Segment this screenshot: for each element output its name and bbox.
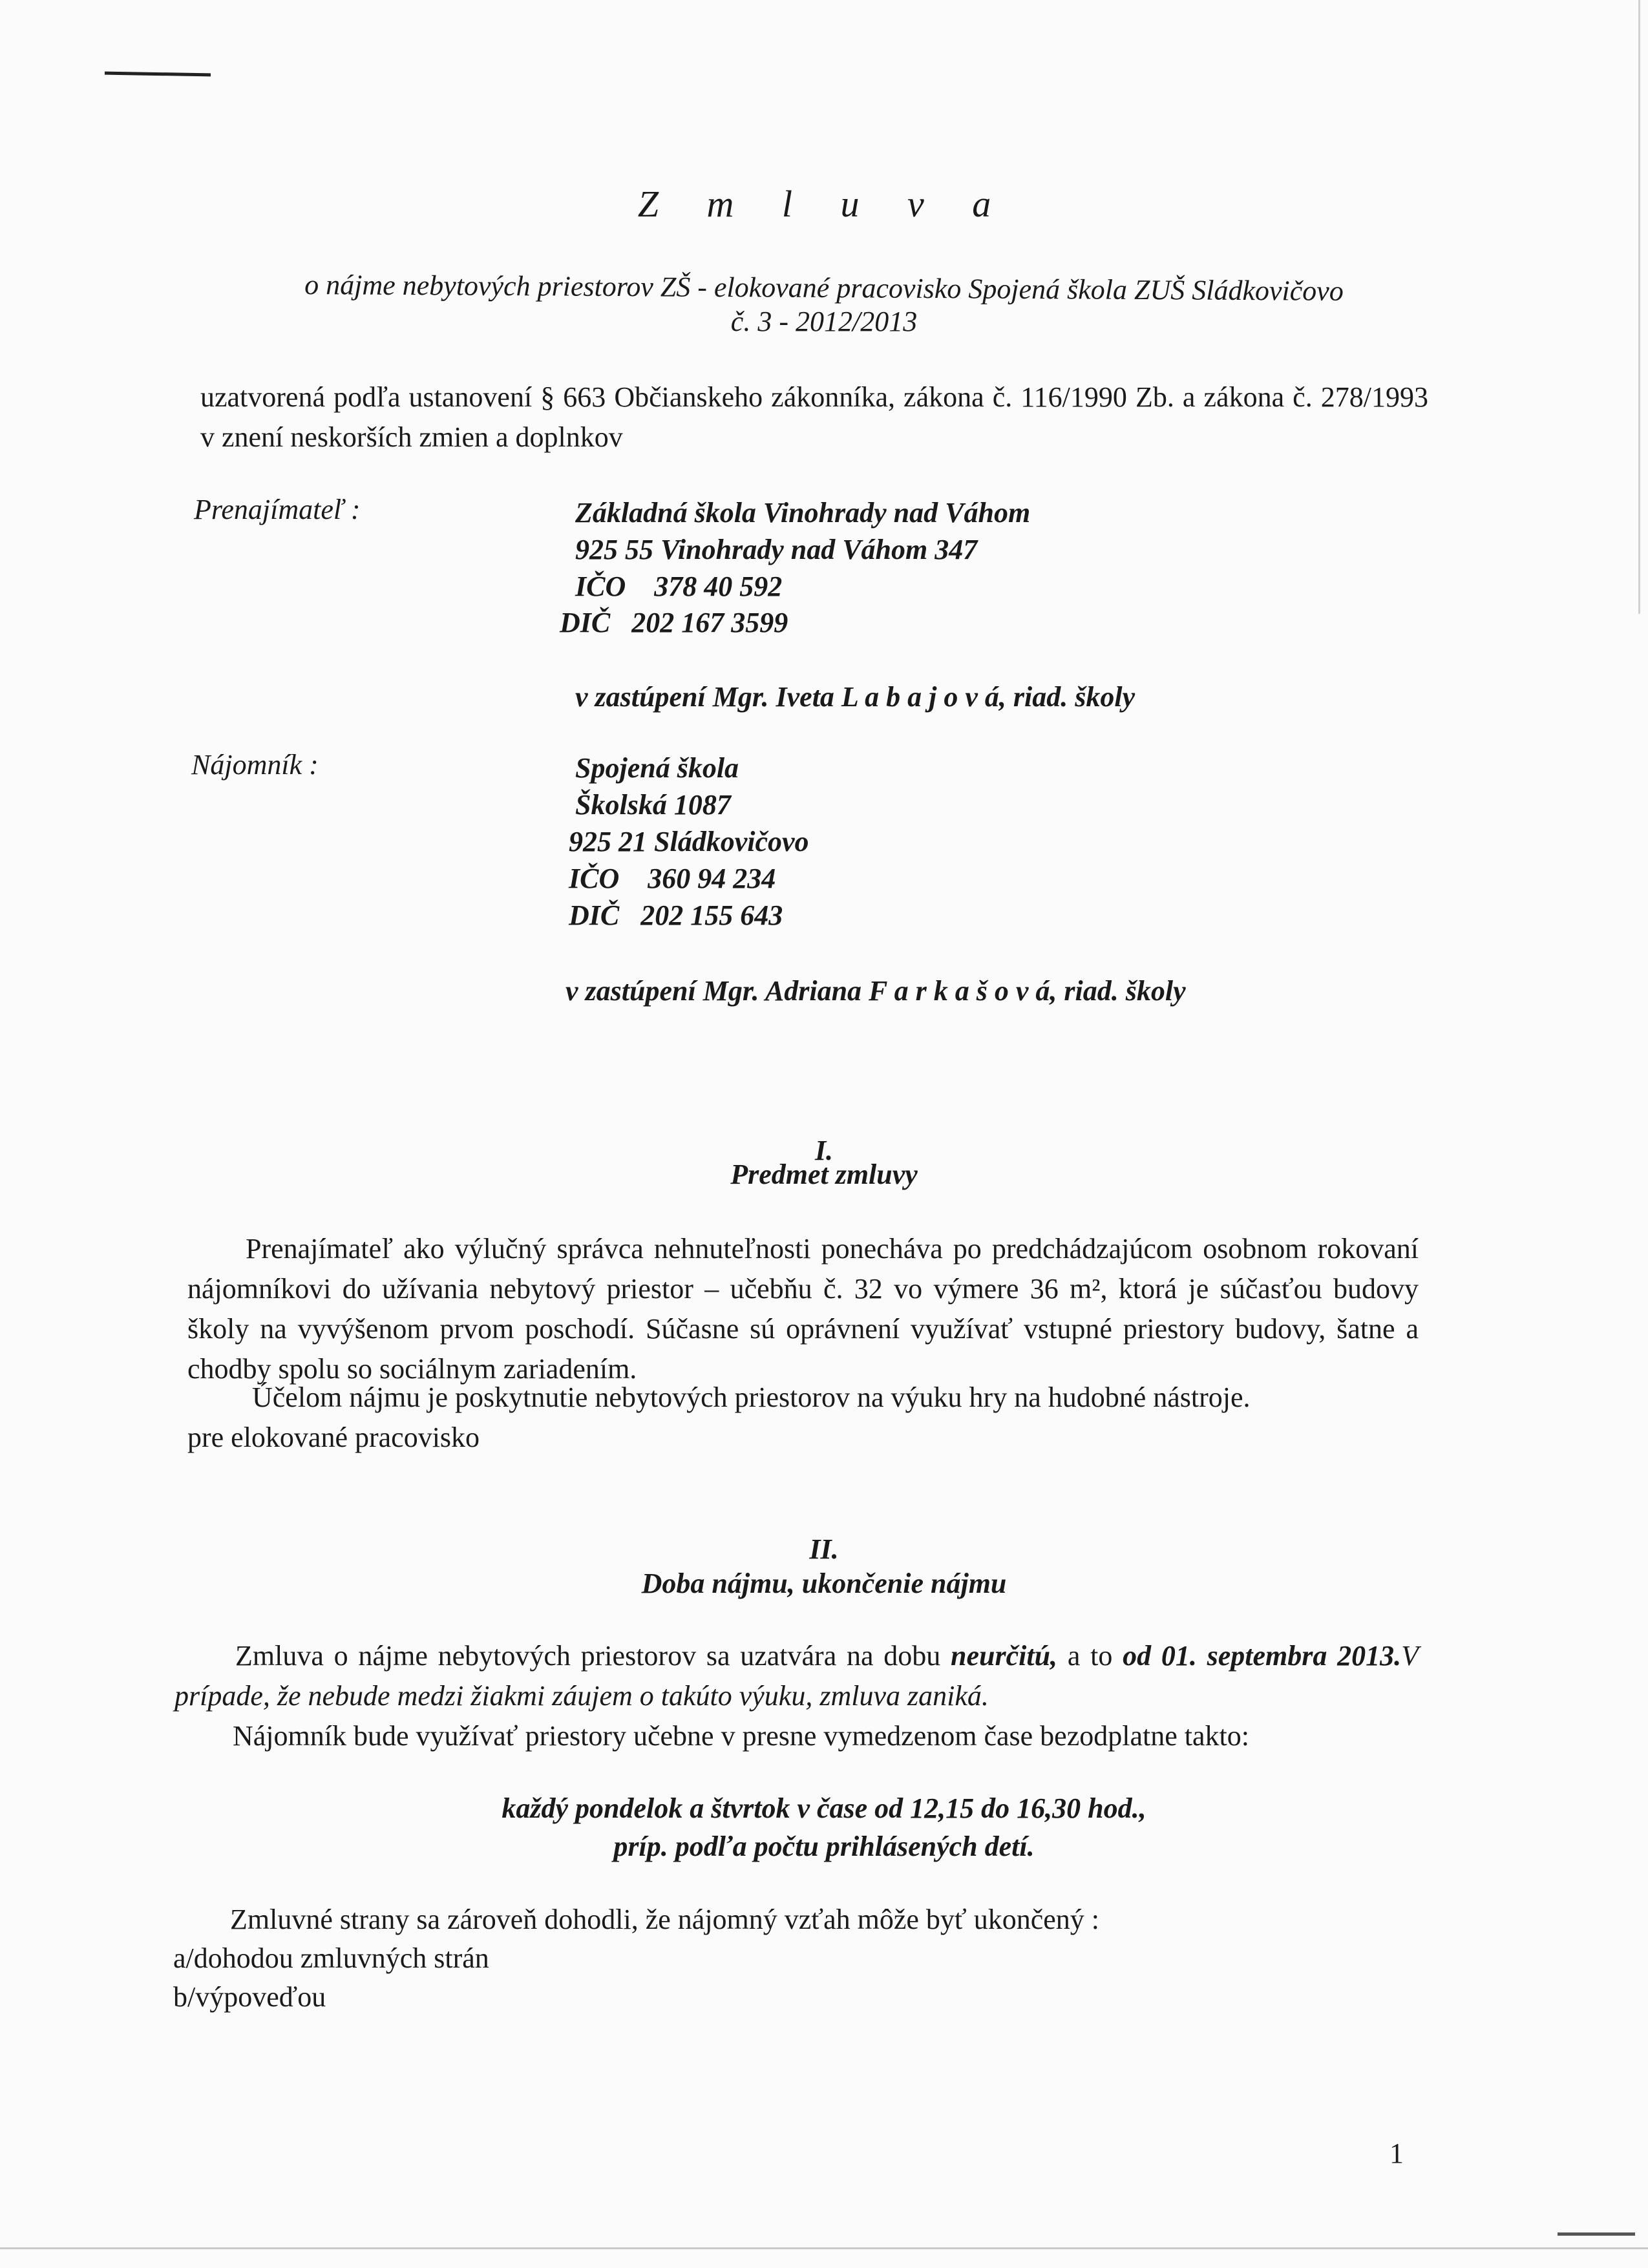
tenant-name: Spojená škola (575, 752, 739, 784)
section-heading: Predmet zmluvy (730, 1159, 918, 1190)
section-paragraph: Nájomník bude využívať priestory učebne v presne vymedzenom čase bezodplatne takto: (233, 1720, 1249, 1752)
section-paragraph: Zmluvné strany sa zároveň dohodli, že nájomný vzťah môže byť ukončený : (230, 1904, 1099, 1935)
text-run: a to (1057, 1640, 1123, 1672)
section-paragraph: Účelom nájmu je poskytnutie nebytových priestorov na výuku hry na hudobné nástroje. (252, 1381, 1251, 1413)
landlord-name: Základná škola Vinohrady nad Váhom (575, 497, 1031, 529)
tenant-street: Školská 1087 (575, 789, 731, 821)
document-title: Z m l u v a (637, 183, 1011, 225)
schedule-line: príp. podľa počtu prihlásených detí. (613, 1831, 1035, 1862)
list-item: a/dohodou zmluvných strán (173, 1942, 489, 1974)
tenant-representative: v zastúpení Mgr. Adriana F a r k a š o v á, riad. školy (565, 975, 1186, 1007)
text-run: Zmluva o nájme nebytových priestorov sa uzatvára na dobu (235, 1640, 951, 1672)
text-run: V prípade, že nebude medzi žiakmi záujem o takúto výuku, zmluva zaniká. (174, 1640, 1419, 1712)
tenant-label: Nájomník : (191, 749, 319, 781)
landlord-dic: DIČ 202 167 3599 (560, 607, 788, 638)
text-run: neurčitú, (951, 1640, 1058, 1672)
scan-mark-bottom (1558, 2232, 1635, 2236)
section-number: I. (814, 1135, 834, 1166)
section-paragraph: Prenajímateľ ako výlučný správca nehnuteľnosti ponecháva po predchádzajúcom osobnom rokovaní nájomníkovi do užívania nebytový priestor – učebňu č. 32 vo výmere 36 m², ktorá je súčasťou budovy školy na vyvýšenom prvom poschodí. Súčasne sú oprávnení využívať vstupné priestory budovy, šatne a chodby spolu so sociálnym zariadením. (187, 1233, 1419, 1385)
landlord-label: Prenajímateľ : (194, 494, 361, 525)
document-subtitle: o nájme nebytových priestorov ZŠ - elokované pracovisko Spojená škola ZUŠ Sládkovičovo (304, 269, 1344, 307)
preamble: uzatvorená podľa ustanovení § 663 Občianskeho zákonníka, zákona č. 116/1990 Zb. a zákona č. 278/1993 v znení neskorších zmien a doplnkov (200, 381, 1428, 453)
scan-edge-bottom (0, 2247, 1648, 2249)
contract-number: č. 3 - 2012/2013 (730, 306, 918, 337)
tenant-dic: DIČ 202 155 643 (569, 899, 783, 931)
schedule-line: každý pondelok a štvrtok v čase od 12,15 do 16,30 hod., (502, 1792, 1146, 1824)
section-paragraph: pre elokované pracovisko (187, 1422, 480, 1453)
landlord-address: 925 55 Vinohrady nad Váhom 347 (575, 534, 978, 565)
section-number: II. (809, 1533, 839, 1565)
text-run: od 01. septembra 2013. (1123, 1640, 1402, 1672)
page-number: 1 (1389, 2137, 1404, 2169)
tenant-ico: IČO 360 94 234 (569, 863, 776, 894)
scan-mark (105, 72, 211, 77)
landlord-representative: v zastúpení Mgr. Iveta L a b a j o v á, riad. školy (575, 681, 1136, 713)
section-paragraph (174, 1636, 1419, 1716)
list-item: b/výpoveďou (173, 1981, 326, 2013)
landlord-ico: IČO 378 40 592 (575, 571, 783, 602)
section-heading: Doba nájmu, ukončenie nájmu (641, 1568, 1007, 1599)
tenant-city: 925 21 Sládkovičovo (569, 826, 809, 857)
